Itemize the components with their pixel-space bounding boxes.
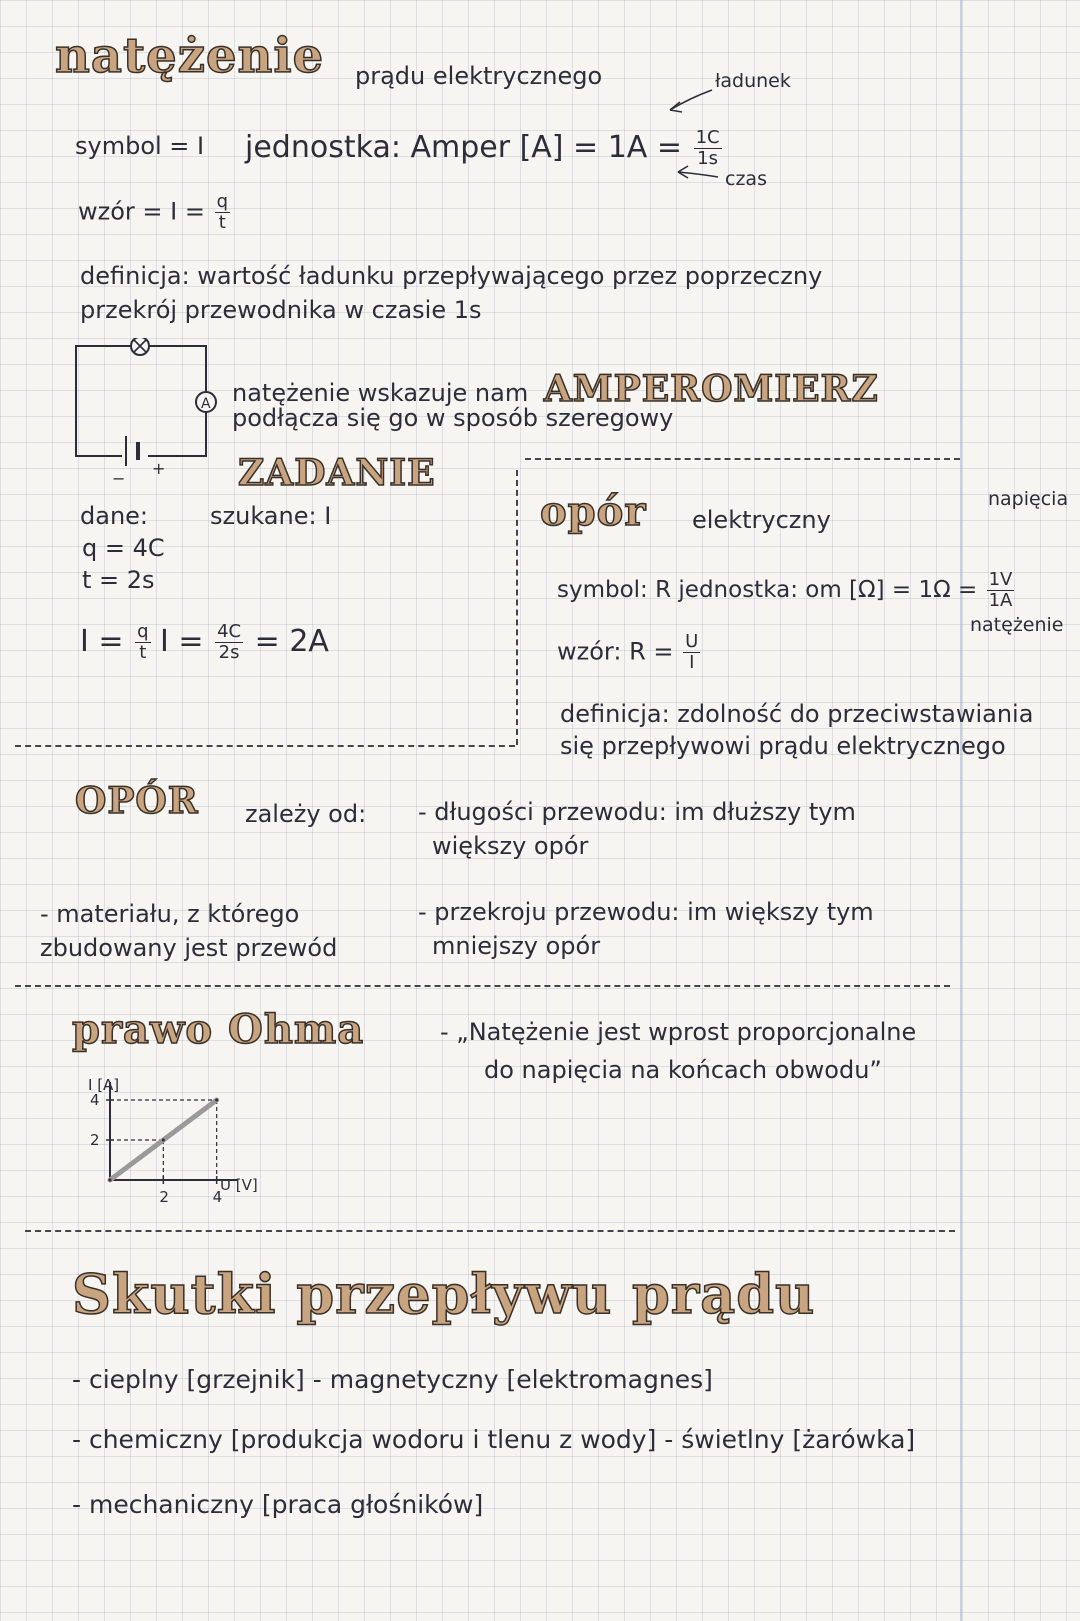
resistance-formula-num: U [685, 631, 699, 652]
ohm-quote-line1: - „Natężenie jest wprost proporcjonalne [440, 1018, 917, 1046]
chart-xlabel: U [V] [220, 1176, 258, 1194]
task-title: ZADANIE [238, 452, 436, 494]
depends-item2-line1: - materiału, z którego [40, 900, 300, 928]
definition-current-line2: przekrój przewodnika w czasie 1s [80, 296, 482, 324]
notebook-margin-line [960, 0, 962, 1621]
chart-point [109, 1179, 112, 1182]
unit-line-current [245, 128, 724, 169]
resistance-unit-den: 1A [988, 590, 1013, 611]
resistance-definition-line2: się przepływowi prądu elektrycznego [560, 732, 1006, 760]
divider-task-top [525, 458, 960, 460]
unit-text: jednostka: Amper [A] = 1A = [245, 130, 683, 165]
task-given-label: dane: [80, 502, 149, 530]
battery-minus: − [112, 469, 126, 488]
chart-point [215, 1099, 218, 1102]
task-calc-sub-label: I = [160, 624, 204, 659]
formula-fraction [215, 192, 230, 233]
chart-x-tick-label: 2 [159, 1188, 169, 1206]
ammeter-symbol: A [201, 396, 211, 412]
divider-task-vertical [516, 470, 518, 745]
resistance-formula-fraction [683, 632, 700, 673]
formula-denominator: t [218, 212, 226, 233]
depends-item1-line1: - długości przewodu: im dłuższy tym [418, 798, 856, 826]
task-given-q: q = 4C [82, 534, 165, 562]
depends-label: zależy od: [245, 800, 367, 828]
task-calc-den: 2s [218, 642, 240, 663]
annotation-current: natężenie [970, 614, 1064, 636]
task-calc-formula [80, 622, 153, 663]
annotation-voltage: napięcia [988, 488, 1069, 510]
task-calc-t: t [139, 642, 147, 663]
formula-numerator: q [216, 191, 229, 212]
depends-item3-line1: - przekroju przewodu: im większy tym [418, 898, 874, 926]
task-given-t: t = 2s [82, 566, 155, 594]
formula-label: wzór = I = [78, 197, 205, 226]
ammeter-line2: podłącza się go w sposób szeregowy [232, 404, 674, 432]
ammeter-prefix: natężenie wskazuje nam [232, 379, 529, 407]
task-calc-sub-fraction [215, 622, 243, 663]
task-calc-q: q [137, 621, 149, 642]
task-calc-label: I = [80, 624, 124, 659]
annotation-charge: ładunek [715, 70, 791, 92]
chart-y-tick-label: 4 [90, 1091, 100, 1109]
ohm-chart [70, 1070, 290, 1210]
resistance-unit-text: symbol: R jednostka: om [Ω] = 1Ω = [557, 577, 978, 603]
task-sought-label: szukane: I [210, 502, 332, 530]
resistance-formula-label: wzór: R = [557, 637, 674, 666]
formula-current [78, 192, 232, 233]
resistance-title: opór [540, 488, 647, 535]
section-subtitle-current: prądu elektrycznego [355, 62, 603, 90]
depends-title: OPÓR [75, 780, 199, 822]
resistance-symbol-line [557, 570, 1016, 611]
divider-depends-bottom [15, 985, 950, 987]
ammeter-word: AMPEROMIERZ [543, 368, 879, 410]
task-calc-fraction [135, 622, 150, 663]
ohm-quote-line2: do napięcia na końcach obwodu” [484, 1056, 882, 1084]
resistance-unit-num: 1V [988, 569, 1013, 590]
effects-line3: - mechaniczny [praca głośników] [72, 1490, 484, 1519]
unit-denominator: 1s [697, 148, 718, 169]
chart-ylabel: I [A] [88, 1076, 120, 1094]
chart-x-tick-label: 4 [212, 1188, 223, 1206]
unit-fraction [694, 128, 722, 169]
annotation-time: czas [725, 168, 767, 190]
resistance-subtitle: elektryczny [692, 506, 831, 534]
symbol-line-current: symbol = I [75, 132, 205, 160]
chart-point [162, 1139, 165, 1142]
chart-y-tick-label: 2 [90, 1131, 100, 1149]
resistance-formula-den: I [689, 652, 695, 673]
task-calc-num: 4C [217, 621, 242, 642]
depends-item3-line2: mniejszy opór [432, 932, 601, 960]
unit-numerator: 1C [695, 127, 720, 148]
ohm-title: prawo Ohma [72, 1006, 365, 1053]
task-calc-substitution [160, 622, 329, 663]
task-calc-result: = 2A [254, 624, 329, 659]
divider-task-bottom [15, 745, 515, 747]
effects-line1: - cieplny [grzejnik] - magnetyczny [elektromagnes] [72, 1365, 713, 1394]
divider-ohm-bottom [25, 1230, 955, 1232]
depends-item1-line2: większy opór [432, 832, 589, 860]
resistance-formula [557, 632, 702, 673]
battery-plus: + [152, 459, 166, 478]
definition-current-line1: definicja: wartość ładunku przepływającego przez poprzeczny [80, 262, 823, 290]
effects-line2: - chemiczny [produkcja wodoru i tlenu z wody] - świetlny [żarówka] [72, 1425, 916, 1454]
circuit-diagram [68, 338, 218, 488]
depends-item2-line2: zbudowany jest przewód [40, 934, 338, 962]
resistance-definition-line1: definicja: zdolność do przeciwstawiania [560, 700, 1034, 728]
resistance-unit-fraction [987, 570, 1015, 611]
section-title-current: natężenie [55, 28, 325, 84]
effects-title: Skutki przepływu prądu [72, 1262, 816, 1326]
